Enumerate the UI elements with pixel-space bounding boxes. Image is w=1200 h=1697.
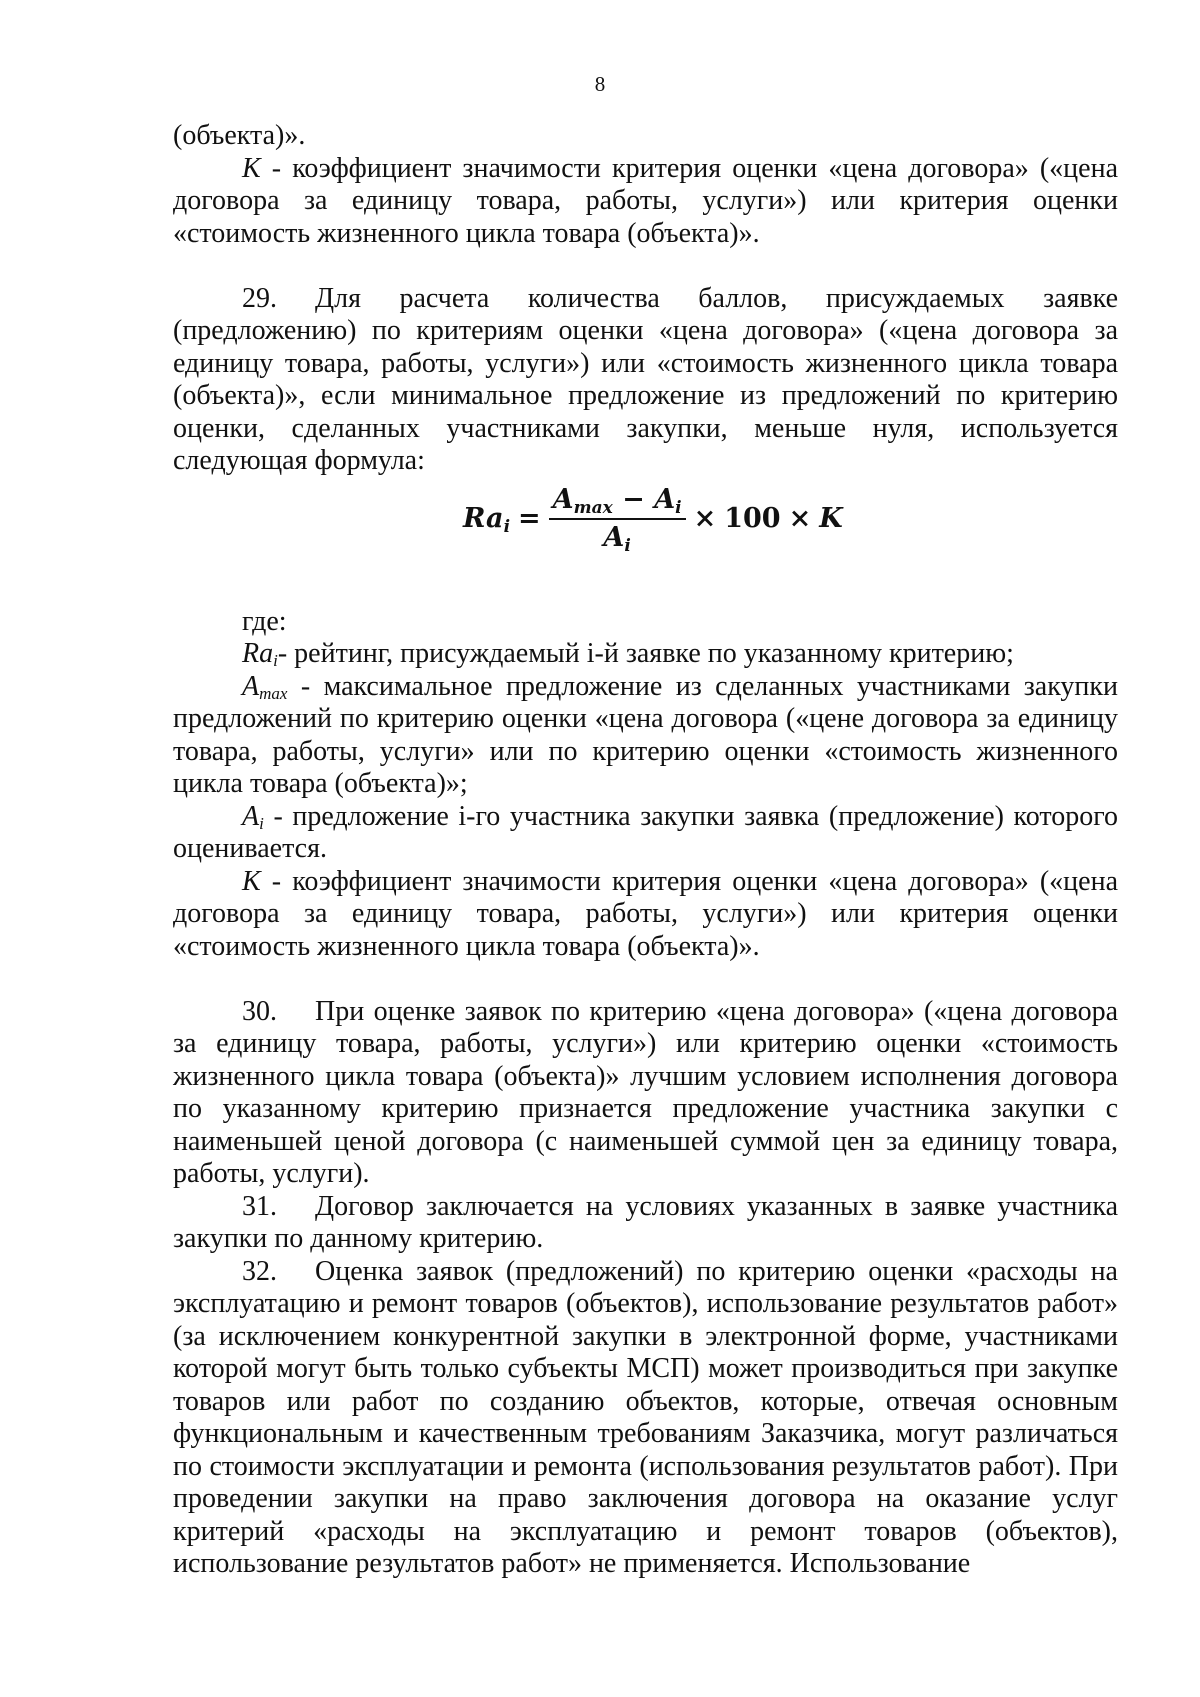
- paragraph-text: Договор заключается на условиях указанных в заявке участника закупки по данному критерию.: [173, 1190, 1118, 1254]
- paragraph-30: [173, 996, 1118, 1191]
- var-k: K: [242, 865, 261, 897]
- definition-ai: [173, 801, 1118, 866]
- var-amax: $A_{max}$: [242, 670, 288, 703]
- definition-ra: [173, 638, 1118, 671]
- page-number: 8: [594, 72, 606, 96]
- paragraph-continuation: (объекта)».: [173, 120, 306, 151]
- paragraph-text: При оценке заявок по критерию «цена договора» («цена договора за единицу товара, работы, услуги») или критерию оценки «стоимость жизненного цикла товара (объекта)» лучшим условием исполнения договора по указанному критерию признается предложение участника закупки с наименьшей ценой договора (с наименьшей суммой цен за единицу товара, работы, услуги).: [173, 995, 1118, 1189]
- paragraph-text: - коэффициент значимости критерия оценки «цена договора» («цена договора за единицу товара, работы, услуги») или критерия оценки «стоимость жизненного цикла товара (объекта)».: [173, 152, 1118, 249]
- where-label: где:: [242, 605, 287, 637]
- rating-formula: [463, 484, 843, 555]
- var-ra: $Ra_i$: [242, 638, 278, 670]
- spacer: [173, 250, 1118, 283]
- formula-numerator: $A_{max} - A_i$: [549, 484, 686, 521]
- paragraph-32: [173, 1256, 1118, 1581]
- formula-hundred: 100: [724, 502, 781, 534]
- definition-amax: [173, 671, 1118, 801]
- definition-text: - предложение i-го участника закупки заявка (предложение) которого оценивается.: [173, 800, 1118, 864]
- formula-block: [173, 478, 1118, 606]
- formula-times: ×: [693, 502, 717, 534]
- paragraph-text: Для расчета количества баллов, присуждаемых заявке (предложению) по критериям оценки «цена договора» («цена договора за единицу товара, работы, услуги») или «стоимость жизненного цикла товара (объекта)», если минимальное предложение из предложений по критерию оценки, сделанных участниками закупки, меньше нуля, используется следующая формула:: [173, 282, 1118, 476]
- paragraph-text: Оценка заявок (предложений) по критерию оценки «расходы на эксплуатацию и ремонт товаров (объектов), использование результатов работ» (за исключением конкурентной закупки в электронной форме, участниками которой могут быть только субъекты МСП) может производиться при закупке товаров или работ по созданию объектов, которые, отвечая основным функциональным и качественным требованиям Заказчика, могут различаться по стоимости эксплуатации и ремонта (использования результатов работ). При проведении закупки на право заключения договора на оказание услуг критерий «расходы на эксплуатацию и ремонт товаров (объектов), использование результатов работ» не применяется. Использование: [173, 1255, 1118, 1579]
- clause-number: 32.: [242, 1255, 277, 1287]
- formula-denominator: $A_i$: [603, 522, 631, 556]
- formula-fraction: [549, 484, 686, 555]
- formula-times: ×: [788, 502, 812, 534]
- formula-k: K: [819, 502, 843, 534]
- definition-k: [173, 866, 1118, 964]
- paragraph-31: [173, 1191, 1118, 1256]
- definition-text: - рейтинг, присуждаемый i-й заявке по указанному критерию;: [277, 638, 1014, 669]
- formula-equals: =: [518, 502, 541, 534]
- var-k: K: [242, 152, 261, 184]
- document-body: [173, 120, 1118, 1581]
- formula-lhs: $Ra_i$: [463, 502, 511, 537]
- var-ai: $A_i$: [242, 800, 264, 833]
- clause-number: 29.: [242, 282, 277, 314]
- clause-number: 31.: [242, 1190, 277, 1222]
- spacer: [173, 963, 1118, 996]
- paragraph-29: [173, 283, 1118, 478]
- paragraph-k-definition: [173, 153, 1118, 251]
- definition-text: - коэффициент значимости критерия оценки «цена договора» («цена договора за единицу товара, работы, услуги») или критерия оценки «стоимость жизненного цикла товара (объекта)».: [173, 865, 1118, 962]
- definition-text: - максимальное предложение из сделанных участниками закупки предложений по критерию оценки «цена договора («цене договора за единицу товара, работы, услуги» или по критерию оценки «стоимость жизненного цикла товара (объекта)»;: [173, 670, 1118, 799]
- clause-number: 30.: [242, 995, 277, 1027]
